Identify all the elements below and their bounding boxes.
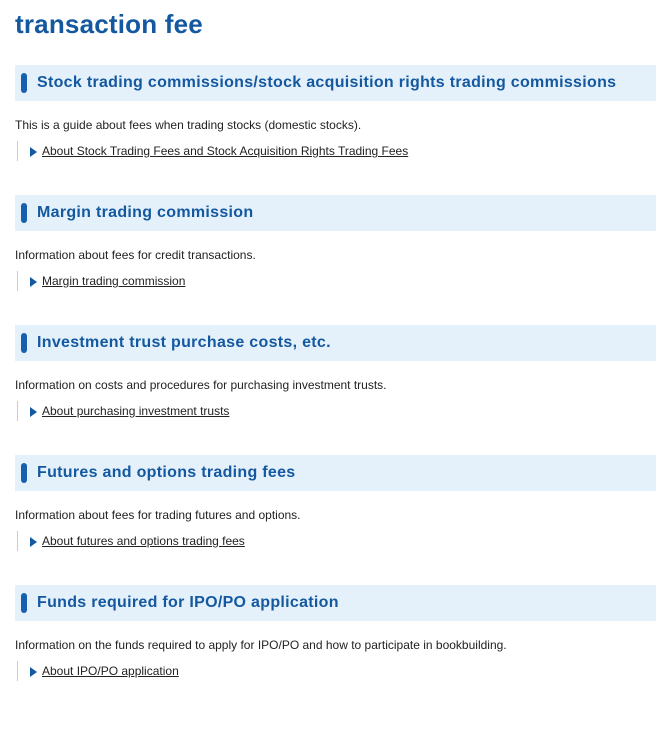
- section-title: Funds required for IPO/PO application: [37, 594, 339, 611]
- link-futures-options-fees[interactable]: About futures and options trading fees: [42, 534, 245, 548]
- right-triangle-icon: [30, 537, 37, 547]
- section-header: [15, 325, 656, 361]
- section-link-row: [17, 141, 656, 161]
- link-ipo-po-application[interactable]: About IPO/PO application: [42, 664, 179, 678]
- section-bar-icon: [21, 73, 27, 93]
- section-futures-options: [15, 455, 656, 551]
- section-bar-icon: [21, 593, 27, 613]
- section-link-row: [17, 661, 656, 681]
- right-triangle-icon: [30, 277, 37, 287]
- section-margin-trading: [15, 195, 656, 291]
- section-bar-icon: [21, 203, 27, 223]
- section-header: [15, 455, 656, 491]
- section-description: Information about fees for trading futures and options.: [15, 508, 301, 522]
- section-investment-trust: [15, 325, 656, 421]
- section-description: Information on the funds required to apply for IPO/PO and how to participate in bookbuilding.: [15, 638, 507, 652]
- right-triangle-icon: [30, 667, 37, 677]
- page-title: transaction fee: [15, 9, 203, 39]
- link-margin-trading-commission[interactable]: Margin trading commission: [42, 274, 186, 288]
- section-description: This is a guide about fees when trading stocks (domestic stocks).: [15, 118, 362, 132]
- link-stock-trading-fees[interactable]: About Stock Trading Fees and Stock Acquisition Rights Trading Fees: [42, 144, 409, 158]
- right-triangle-icon: [30, 407, 37, 417]
- section-title: Margin trading commission: [37, 204, 254, 221]
- section-header: [15, 195, 656, 231]
- section-link-row: [17, 401, 656, 421]
- section-title: Stock trading commissions/stock acquisition rights trading commissions: [37, 74, 617, 91]
- section-title: Futures and options trading fees: [37, 464, 296, 481]
- section-description: Information on costs and procedures for purchasing investment trusts.: [15, 378, 387, 392]
- section-ipo-po: [15, 585, 656, 681]
- section-header: [15, 65, 656, 101]
- section-bar-icon: [21, 463, 27, 483]
- link-investment-trusts[interactable]: About purchasing investment trusts: [42, 404, 230, 418]
- right-triangle-icon: [30, 147, 37, 157]
- section-bar-icon: [21, 333, 27, 353]
- section-description: Information about fees for credit transactions.: [15, 248, 256, 262]
- section-stock-trading: [15, 65, 656, 161]
- section-link-row: [17, 531, 656, 551]
- section-link-row: [17, 271, 656, 291]
- section-header: [15, 585, 656, 621]
- section-title: Investment trust purchase costs, etc.: [37, 334, 331, 351]
